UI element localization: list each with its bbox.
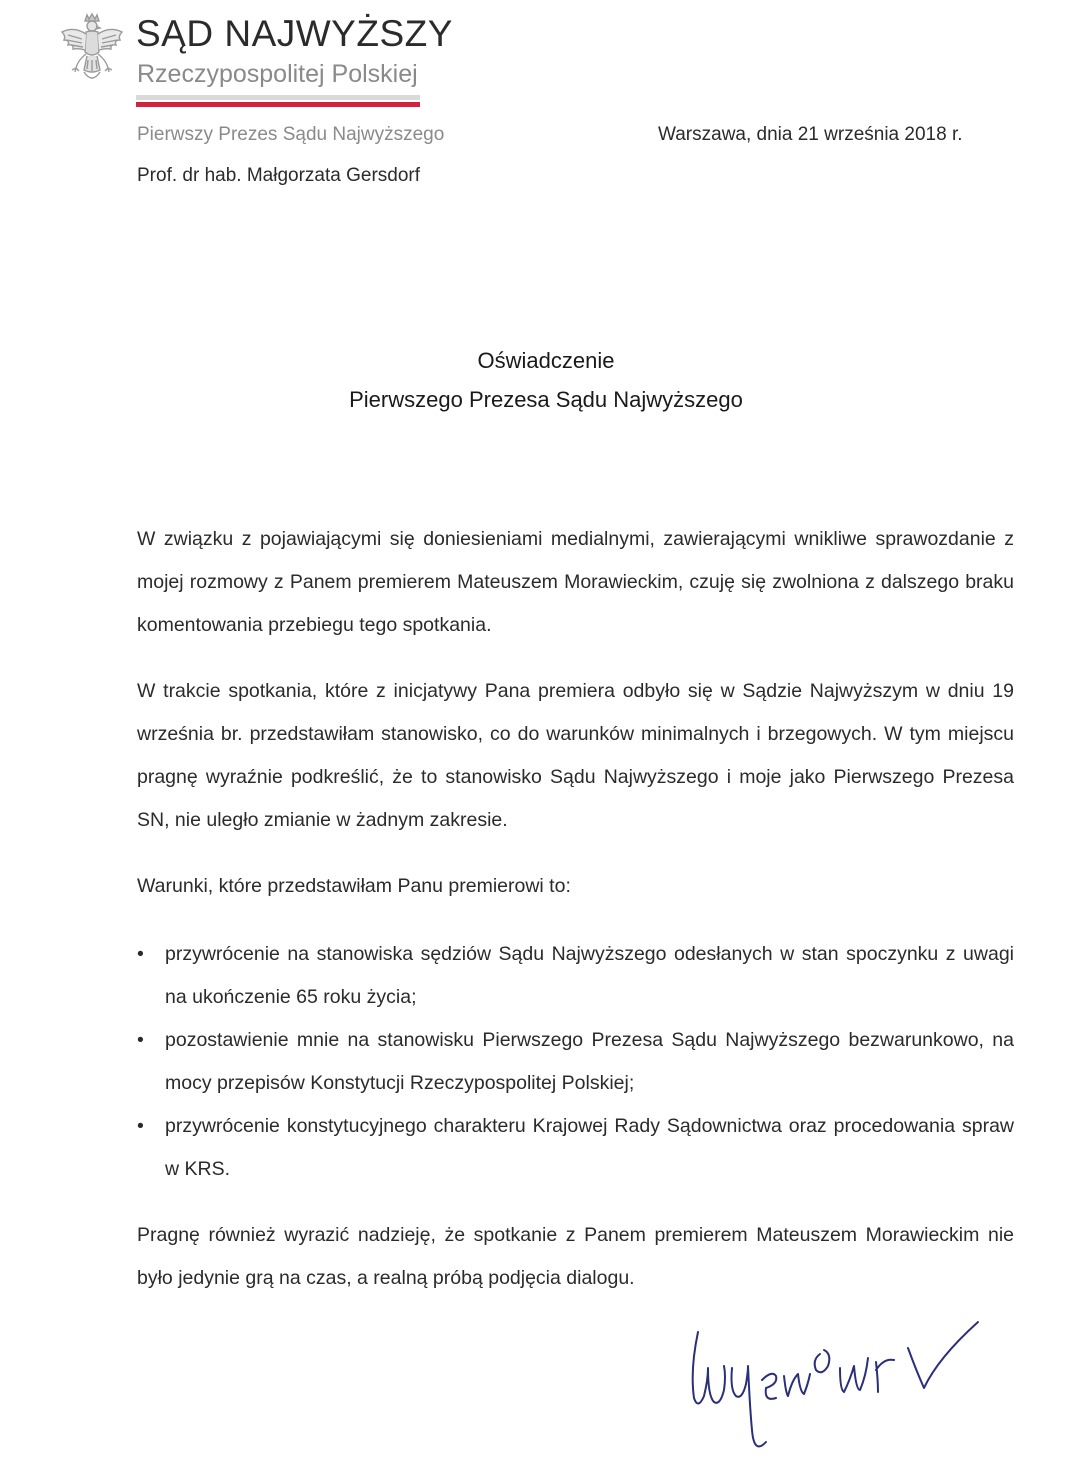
list-item — [137, 1105, 1014, 1191]
list-item-text: pozostawienie mnie na stanowisku Pierwszego Prezesa Sądu Najwyższego bezwarunkowo, na mocy przepisów Konstytucji Rzeczypospolitej Polskiej; — [165, 1029, 1014, 1094]
eagle-emblem-icon — [58, 12, 126, 88]
paragraph-1: W związku z pojawiającymi się doniesieniami medialnymi, zawierającymi wnikliwe sprawozdanie z mojej rozmowy z Panem premierem Mateuszem Morawieckim, czuję się zwolniona z dalszego braku komentowania przebiegu tego spotkania. — [137, 528, 1014, 636]
flag-red-stripe — [136, 102, 420, 107]
paragraph-2: W trakcie spotkania, które z inicjatywy Pana premiera odbyło się w Sądzie Najwyższym w dniu 19 września br. przedstawiłam stanowisko, co do warunków minimalnych i brzegowych. W tym miejscu pragnę wyraźnie podkreślić, że to stanowisko Sądu Najwyższego i moje jako Pierwszego Prezesa SN, nie uległo zmianie w żadnym zakresie. — [137, 680, 1014, 831]
list-item — [137, 1019, 1014, 1105]
court-subtitle: Rzeczypospolitej Polskiej — [137, 60, 418, 88]
handwritten-signature — [680, 1310, 1000, 1460]
conditions-list — [137, 933, 1014, 1191]
place-date: Warszawa, dnia 21 września 2018 r. — [658, 124, 963, 145]
bullet-icon: • — [137, 1115, 144, 1137]
flag-white-stripe — [136, 95, 420, 100]
list-item — [137, 933, 1014, 1019]
bullet-icon: • — [137, 1029, 144, 1051]
list-item-text: przywrócenie konstytucyjnego charakteru Krajowej Rady Sądownictwa oraz procedowania spraw w KRS. — [165, 1115, 1014, 1180]
list-item-text: przywrócenie na stanowiska sędziów Sądu Najwyższego odesłanych w stan spoczynku z uwagi na ukończenie 65 roku życia; — [165, 943, 1014, 1008]
office-label: Pierwszy Prezes Sądu Najwyższego — [137, 124, 445, 145]
bullet-icon: • — [137, 943, 144, 965]
document-subtitle: Pierwszego Prezesa Sądu Najwyższego — [349, 387, 743, 412]
document-title: Oświadczenie — [477, 348, 615, 373]
paragraph-4: Pragnę również wyrazić nadzieję, że spotkanie z Panem premierem Mateuszem Morawieckim nie było jedynie grą na czas, a realną próbą podjęcia dialogu. — [137, 1224, 1014, 1289]
court-name: SĄD NAJWYŻSZY — [136, 13, 453, 54]
flag-bar — [136, 95, 420, 107]
author-name: Prof. dr hab. Małgorzata Gersdorf — [137, 165, 421, 186]
paragraph-3: Warunki, które przedstawiłam Panu premierowi to: — [137, 875, 571, 897]
